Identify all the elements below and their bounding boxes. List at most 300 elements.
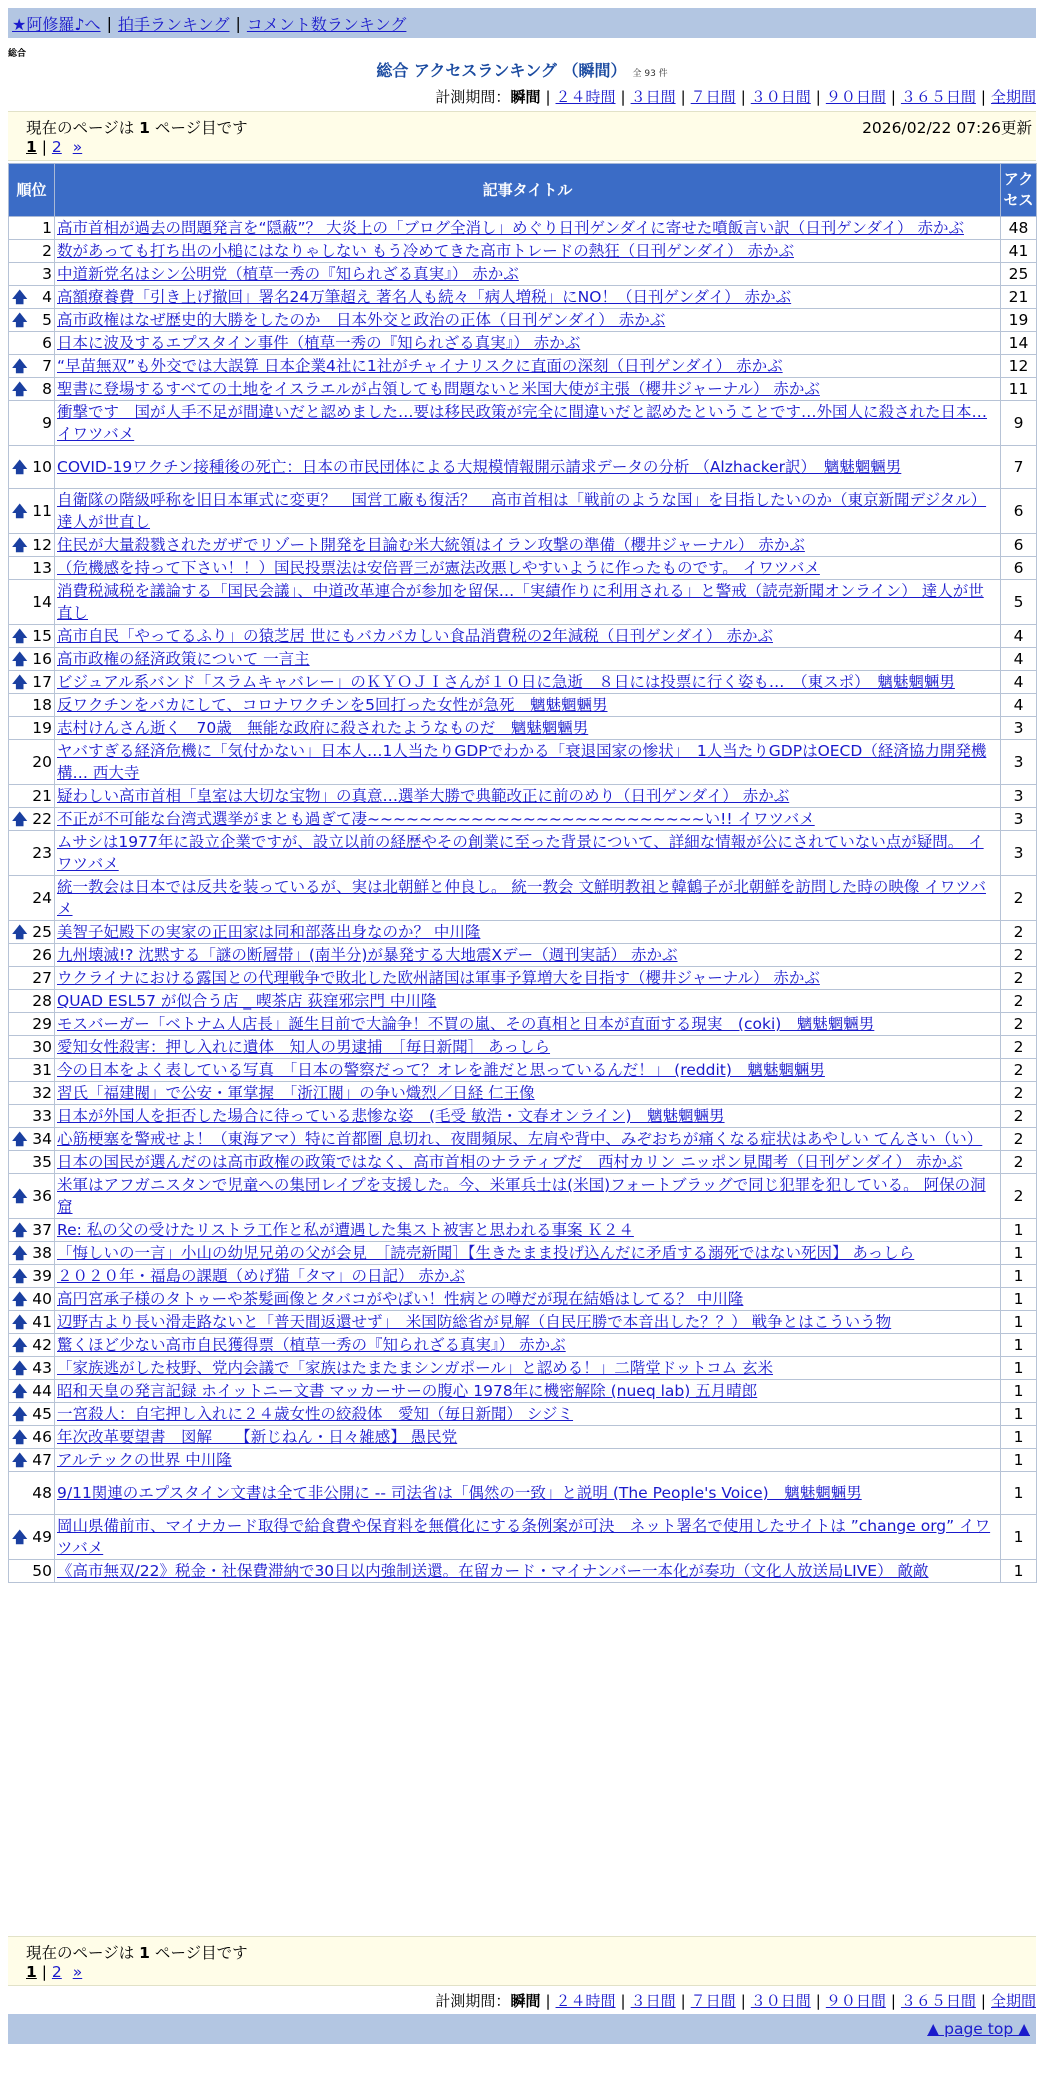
top-nav: [8, 8, 1036, 38]
article-title-link[interactable]: 米軍はアフガニスタンで児童への集団レイプを支援した。今、米軍兵士は(米国)フォートブラッグで同じ犯罪を犯している。 阿保の洞窟: [57, 1176, 986, 1216]
article-title-link[interactable]: COVID-19ワクチン接種後の死亡：日本の市民団体による大規模情報開示請求データの分析 （Alzhacker訳） 魑魅魍魎男: [57, 458, 902, 476]
access-count: 1: [1001, 1426, 1037, 1449]
header-title: 記事タイトル: [55, 164, 1001, 217]
access-count: 6: [1001, 557, 1037, 580]
rank-up-arrow-icon: 🡅: [12, 536, 28, 554]
table-row: [9, 332, 1037, 355]
access-count: 3: [1001, 717, 1037, 740]
rank-number: 37: [32, 1221, 52, 1239]
rank-number: 4: [42, 288, 52, 306]
access-count: 2: [1001, 1036, 1037, 1059]
article-title-link[interactable]: 高市政権の経済政策について 一言主: [57, 650, 310, 668]
pager-current-page: 1: [26, 138, 37, 156]
period-link[interactable]: ７日間: [690, 88, 736, 106]
table-row: [9, 401, 1037, 446]
nav-separator: |: [235, 13, 241, 33]
rank-number: 46: [32, 1428, 52, 1446]
title-cell: [55, 1059, 1001, 1082]
table-row: [9, 1357, 1037, 1380]
article-title-link[interactable]: モスバーガー「ベトナム人店長」誕生目前で大論争！不買の嵐、その真相と日本が直面する現実 (coki) 魑魅魍魎男: [57, 1015, 875, 1033]
article-title-link[interactable]: 高市首相が過去の問題発言を“隠蔽”？ 大炎上の「ブログ全消し」めぐり日刊ゲンダイに寄せた噴飯言い訳（日刊ゲンダイ） 赤かぶ: [57, 219, 964, 237]
article-title-link[interactable]: “早苗無双”も外交では大誤算 日本企業4社に1社がチャイナリスクに直面の深刻（日刊ゲンダイ） 赤かぶ: [57, 357, 783, 375]
rank-number: 35: [32, 1153, 52, 1171]
rank-cell: [9, 1219, 55, 1242]
genre-label: 総合: [8, 49, 27, 59]
rank-cell: [9, 694, 55, 717]
article-title-link[interactable]: 志村けんさん逝く 70歳 無能な政府に殺されたようなものだ 魑魅魍魎男: [57, 719, 589, 737]
period-link[interactable]: ２４時間: [555, 88, 616, 106]
article-title-link[interactable]: （危機感を持って下さい！！）国民投票法は安倍晋三が憲法改悪しやすいように作ったものです。 イワツバメ: [57, 559, 820, 577]
title-cell: [55, 1426, 1001, 1449]
table-row: [9, 263, 1037, 286]
rank-number: 49: [32, 1528, 52, 1546]
rank-cell: [9, 785, 55, 808]
rank-cell: [9, 1311, 55, 1334]
period-separator: |: [740, 1992, 746, 2010]
period-link[interactable]: ３日間: [630, 1992, 676, 2010]
rank-cell: [9, 1560, 55, 1583]
rank-up-arrow-icon: 🡅: [12, 1336, 28, 1354]
period-separator: |: [620, 88, 626, 106]
article-title-link[interactable]: 疑わしい高市首相「皇室は大切な宝物」の真意…選挙大勝で典範改正に前のめり（日刊ゲンダイ） 赤かぶ: [57, 787, 790, 805]
rank-cell: [9, 648, 55, 671]
title-cell: [55, 401, 1001, 446]
rank-up-arrow-icon: 🡅: [12, 288, 28, 306]
page-top-link[interactable]: ▲ page top ▲: [927, 2020, 1030, 2038]
article-title-link[interactable]: 統一教会は日本では反共を装っているが、実は北朝鮮と仲良し。 統一教会 文鮮明教祖と韓鶴子が北朝鮮を訪問した時の映像 イワツバメ: [57, 878, 986, 918]
table-row: [9, 1426, 1037, 1449]
nav-link-applause-ranking[interactable]: 拍手ランキング: [117, 14, 230, 34]
title-cell: [55, 1334, 1001, 1357]
access-count: 2: [1001, 1105, 1037, 1128]
access-count: 1: [1001, 1242, 1037, 1265]
title-cell: [55, 1380, 1001, 1403]
title-cell: [55, 717, 1001, 740]
footer-bar: [8, 2014, 1036, 2044]
rank-cell: [9, 1242, 55, 1265]
title-cell: [55, 1128, 1001, 1151]
updated-timestamp: 2026/02/22 07:26更新: [862, 119, 1032, 137]
title-cell: [55, 489, 1001, 534]
article-title-link[interactable]: 辺野古より長い滑走路ないと「普天間返還せず」 米国防総省が見解（自民圧勝で本音出した？？） 戦争とはこういう物: [57, 1313, 892, 1331]
rank-number: 25: [32, 923, 52, 941]
period-link[interactable]: 全期間: [990, 88, 1036, 106]
rank-number: 42: [32, 1336, 52, 1354]
rank-cell: [9, 1334, 55, 1357]
rank-cell: [9, 671, 55, 694]
access-count: 2: [1001, 921, 1037, 944]
rank-cell: [9, 808, 55, 831]
period-separator: |: [980, 88, 986, 106]
nav-link-home[interactable]: ★阿修羅♪へ: [12, 14, 101, 34]
article-title-link[interactable]: ２０２０年・福島の課題（めげ猫「タマ」の日記） 赤かぶ: [57, 1267, 465, 1285]
title-cell: [55, 1311, 1001, 1334]
article-title-link[interactable]: 今の日本をよく表している写真 「日本の警察だって？オレを誰だと思っているんだ！」 (reddit) 魑魅魍魎男: [57, 1061, 825, 1079]
table-row: [9, 944, 1037, 967]
access-count: 6: [1001, 534, 1037, 557]
rank-number: 16: [32, 650, 52, 668]
rank-number: 9: [42, 414, 52, 432]
rank-cell: [9, 831, 55, 876]
pager-bottom: [8, 1936, 1036, 1986]
rank-up-arrow-icon: 🡅: [12, 650, 28, 668]
title-cell: [55, 876, 1001, 921]
table-row: [9, 808, 1037, 831]
title-cell: [55, 831, 1001, 876]
table-row: [9, 1013, 1037, 1036]
article-title-link[interactable]: 昭和天皇の発言記録 ホイットニー文書 マッカーサーの腹心 1978年に機密解除 (nueq lab) 五月晴郎: [57, 1382, 758, 1400]
rank-up-arrow-icon: 🡅: [12, 502, 28, 520]
title-cell: [55, 355, 1001, 378]
title-cell: [55, 534, 1001, 557]
rank-number: 22: [32, 810, 52, 828]
title-cell: [55, 625, 1001, 648]
period-link[interactable]: ３０日間: [750, 1992, 811, 2010]
pager-next[interactable]: »: [72, 138, 83, 156]
article-title-link[interactable]: Re: 私の父の受けたリストラ工作と私が遭遇した集スト被害と思われる事案 Ｋ２４: [57, 1221, 634, 1239]
access-count: 5: [1001, 580, 1037, 625]
table-row: [9, 1380, 1037, 1403]
table-row: [9, 1311, 1037, 1334]
rank-number: 28: [32, 992, 52, 1010]
rank-cell: [9, 1357, 55, 1380]
access-count: 4: [1001, 694, 1037, 717]
pager-separator: |: [41, 1963, 47, 1981]
rank-cell: [9, 967, 55, 990]
table-row: [9, 1334, 1037, 1357]
access-count: 12: [1001, 355, 1037, 378]
access-count: 11: [1001, 378, 1037, 401]
access-count: 7: [1001, 446, 1037, 489]
article-title-link[interactable]: 聖書に登場するすべての土地をイスラエルが占領しても問題ないと米国大使が主張（櫻井ジャーナル） 赤かぶ: [57, 380, 820, 398]
period-separator: |: [545, 88, 551, 106]
rank-cell: [9, 876, 55, 921]
title-cell: [55, 1357, 1001, 1380]
access-count: 48: [1001, 217, 1037, 240]
access-count: 2: [1001, 990, 1037, 1013]
period-link[interactable]: 全期間: [990, 1992, 1036, 2010]
title-cell: [55, 332, 1001, 355]
rank-number: 47: [32, 1451, 52, 1469]
rank-cell: [9, 1380, 55, 1403]
article-title-link[interactable]: 自衛隊の階級呼称を旧日本軍式に変更？ 国営工廠も復活？ 高市首相は「戦前のような国」を目指したいのか（東京新聞デジタル） 達人が世直し: [57, 491, 987, 531]
period-link[interactable]: ７日間: [690, 1992, 736, 2010]
access-count: 3: [1001, 740, 1037, 785]
period-separator: |: [815, 1992, 821, 2010]
table-row: [9, 355, 1037, 378]
rank-number: 24: [32, 889, 52, 907]
period-link[interactable]: ９０日間: [825, 88, 886, 106]
title-cell: [55, 286, 1001, 309]
rank-number: 2: [42, 242, 52, 260]
table-row: [9, 1242, 1037, 1265]
access-count: 41: [1001, 240, 1037, 263]
access-count: 2: [1001, 967, 1037, 990]
title-cell: [55, 1105, 1001, 1128]
pager-links: [26, 1963, 82, 1981]
pager-separator: |: [41, 138, 47, 156]
rank-cell: [9, 401, 55, 446]
rank-number: 5: [42, 311, 52, 329]
period-link[interactable]: ３日間: [630, 88, 676, 106]
rank-cell: [9, 286, 55, 309]
title-cell: [55, 1036, 1001, 1059]
pager-message: 現在のページは 1 ページ目です: [26, 119, 248, 137]
table-row: [9, 217, 1037, 240]
period-separator: |: [980, 1992, 986, 2010]
period-link[interactable]: ３６５日間: [900, 88, 976, 106]
title-cell: [55, 217, 1001, 240]
access-count: 25: [1001, 263, 1037, 286]
rank-number: 43: [32, 1359, 52, 1377]
article-title-link[interactable]: 心筋梗塞を警戒せよ！（東海アマ）特に首都圏 息切れ、夜間頻尿、左肩や背中、みぞおちが痛くなる症状はあやしい てんさい（い）: [57, 1130, 983, 1148]
table-row: [9, 1560, 1037, 1583]
access-count: 6: [1001, 489, 1037, 534]
rank-up-arrow-icon: 🡅: [12, 1221, 28, 1239]
pager-top: [8, 111, 1036, 161]
table-row: [9, 1219, 1037, 1242]
rank-number: 13: [32, 559, 52, 577]
rank-number: 48: [32, 1484, 52, 1502]
article-title-link[interactable]: QUAD ESL57 が似合う店 _ 喫茶店 荻窪邪宗門 中川隆: [57, 992, 437, 1010]
rank-up-arrow-icon: 🡅: [12, 1405, 28, 1423]
title-cell: [55, 1560, 1001, 1583]
pager-current-page: 1: [26, 1963, 37, 1981]
access-count: 3: [1001, 808, 1037, 831]
article-title-link[interactable]: 年次改革要望書 図解 【新じねん・日々雑感】 愚民党: [57, 1428, 458, 1446]
article-title-link[interactable]: 日本の国民が選んだのは高市政権の政策ではなく、高市首相のナラティブだ 西村カリン ニッポン見聞考（日刊ゲンダイ） 赤かぶ: [57, 1153, 963, 1171]
access-count: 14: [1001, 332, 1037, 355]
article-title-link[interactable]: ヤバすぎる経済危機に「気付かない」日本人…1人当たりGDPでわかる「衰退国家の惨状」 1人当たりGDPはOECD（経済協力開発機構… 西大寺: [57, 742, 987, 782]
rank-number: 50: [32, 1562, 52, 1580]
rank-up-arrow-icon: 🡅: [12, 1130, 28, 1148]
table-row: [9, 489, 1037, 534]
rank-cell: [9, 1288, 55, 1311]
rank-cell: [9, 1403, 55, 1426]
title-cell: [55, 1403, 1001, 1426]
title-cell: [55, 1515, 1001, 1560]
rank-cell: [9, 1174, 55, 1219]
access-count: 1: [1001, 1560, 1037, 1583]
period-link[interactable]: ３０日間: [750, 88, 811, 106]
rank-up-arrow-icon: 🡅: [12, 1528, 28, 1546]
rank-up-arrow-icon: 🡅: [12, 357, 28, 375]
access-count: 2: [1001, 1174, 1037, 1219]
access-count: 1: [1001, 1311, 1037, 1334]
access-count: 21: [1001, 286, 1037, 309]
nav-link-comment-ranking[interactable]: コメント数ランキング: [246, 14, 407, 34]
article-title-link[interactable]: 岡山県備前市、マイナカード取得で給食費や保育料を無償化にする条例案が可決 ネット署名で使用したサイトは ”change org” イワツバメ: [57, 1517, 991, 1557]
title-cell: [55, 967, 1001, 990]
rank-cell: [9, 1472, 55, 1515]
rank-cell: [9, 1082, 55, 1105]
rank-number: 11: [32, 502, 52, 520]
rank-number: 18: [32, 696, 52, 714]
pager-page-2[interactable]: 2: [51, 1963, 62, 1981]
article-title-link[interactable]: 反ワクチンをバカにして、コロナワクチンを5回打った女性が急死 魑魅魍魎男: [57, 696, 608, 714]
table-row: [9, 446, 1037, 489]
title-cell: [55, 1151, 1001, 1174]
table-row: [9, 831, 1037, 876]
title-cell: [55, 1082, 1001, 1105]
rank-number: 27: [32, 969, 52, 987]
rank-cell: [9, 332, 55, 355]
rank-number: 15: [32, 627, 52, 645]
rank-cell: [9, 1151, 55, 1174]
rank-cell: [9, 1036, 55, 1059]
page-title-text: 総合 アクセスランキング （瞬間）: [376, 61, 627, 80]
rank-number: 34: [32, 1130, 52, 1148]
table-row: [9, 1128, 1037, 1151]
article-title-link[interactable]: 高額療養費「引き上げ撤回」署名24万筆超え 著名人も続々「病人増税」にNO！（日刊ゲンダイ） 赤かぶ: [57, 288, 792, 306]
period-separator: |: [890, 1992, 896, 2010]
article-title-link[interactable]: 9/11関連のエプスタイン文書は全て非公開に -- 司法省は「偶然の一致」と説明 (The People's Voice) 魑魅魍魎男: [57, 1484, 862, 1502]
title-cell: [55, 694, 1001, 717]
article-title-link[interactable]: 数があっても打ち出の小槌にはなりゃしない もう冷めてきた高市トレードの熱狂（日刊ゲンダイ） 赤かぶ: [57, 242, 794, 260]
rank-number: 30: [32, 1038, 52, 1056]
article-title-link[interactable]: 消費税減税を議論する「国民会議」、中道改革連合が参加を留保…「実績作りに利用される」と警戒（読売新聞オンライン） 達人が世直し: [57, 582, 984, 622]
rank-cell: [9, 446, 55, 489]
table-row: [9, 1082, 1037, 1105]
period-label: 計測期間：: [435, 1992, 511, 2010]
period-link[interactable]: ９０日間: [825, 1992, 886, 2010]
period-separator: |: [740, 88, 746, 106]
rank-number: 23: [32, 844, 52, 862]
period-separator: |: [890, 88, 896, 106]
rank-number: 19: [32, 719, 52, 737]
period-link[interactable]: ２４時間: [555, 1992, 616, 2010]
rank-cell: [9, 489, 55, 534]
article-title-link[interactable]: ウクライナにおける露国との代理戦争で敗北した欧州諸国は軍事予算増大を目指す（櫻井ジャーナル） 赤かぶ: [57, 969, 820, 987]
article-title-link[interactable]: 習氏「福建閥」で公安・軍掌握 「浙江閥」の争い熾烈／日経 仁王像: [57, 1084, 535, 1102]
title-cell: [55, 1013, 1001, 1036]
article-title-link[interactable]: 九州壊滅!? 沈黙する「謎の断層帯」(南半分)が暴発する大地震Xデー（週刊実話） 赤かぶ: [57, 946, 678, 964]
period-current: 瞬間: [510, 1992, 541, 2010]
article-title-link[interactable]: 高市政権はなぜ歴史的大勝をしたのか 日本外交と政治の正体（日刊ゲンダイ） 赤かぶ: [57, 311, 666, 329]
article-title-link[interactable]: 日本が外国人を拒否した場合に待っている悲惨な姿 (毛受 敏浩・文春オンライン) 魑魅魍魎男: [57, 1107, 725, 1125]
rank-number: 26: [32, 946, 52, 964]
rank-cell: [9, 1449, 55, 1472]
article-title-link[interactable]: 高市自民「やってるふり」の猿芝居 世にもバカバカしい食品消費税の2年減税（日刊ゲンダイ） 赤かぶ: [57, 627, 773, 645]
title-cell: [55, 1288, 1001, 1311]
pager-next[interactable]: »: [72, 1963, 83, 1981]
access-count: 3: [1001, 831, 1037, 876]
article-title-link[interactable]: 《高市無双/22》税金・社保費滞納で30日以内強制送還。在留カード・マイナンバー一本化が奏功（文化人放送局LIVE） 敵敵: [57, 1562, 929, 1580]
access-count: 1: [1001, 1515, 1037, 1560]
rank-cell: [9, 580, 55, 625]
rank-cell: [9, 240, 55, 263]
access-count: 2: [1001, 1082, 1037, 1105]
table-row: [9, 1265, 1037, 1288]
access-count: 3: [1001, 785, 1037, 808]
article-title-link[interactable]: 「家族逃がした枝野、党内会議で「家族はたまたまシンガポール」と認める！」二階堂ドットコム 玄米: [57, 1359, 773, 1377]
period-separator: |: [620, 1992, 626, 2010]
header-rank: 順位: [9, 164, 55, 217]
table-row: [9, 717, 1037, 740]
rank-cell: [9, 1265, 55, 1288]
table-row: [9, 1288, 1037, 1311]
access-count: 1: [1001, 1357, 1037, 1380]
title-cell: [55, 785, 1001, 808]
rank-up-arrow-icon: 🡅: [12, 627, 28, 645]
article-title-link[interactable]: 一宮殺人：自宅押し入れに２４歳女性の絞殺体 愛知（毎日新聞） シジミ: [57, 1405, 574, 1423]
article-title-link[interactable]: 住民が大量殺戮されたガザでリゾート開発を目論む米大統領はイラン攻撃の準備（櫻井ジャーナル） 赤かぶ: [57, 536, 805, 554]
title-cell: [55, 1265, 1001, 1288]
access-count: 1: [1001, 1449, 1037, 1472]
article-title-link[interactable]: 高円宮承子様のタトゥーや茶髪画像とタバコがやばい！性病との噂だが現在結婚はしてる？ 中川隆: [57, 1290, 744, 1308]
access-count: 2: [1001, 1059, 1037, 1082]
table-row: [9, 740, 1037, 785]
article-title-link[interactable]: 衝撃です 国が人手不足が間違いだと認めました…要は移民政策が完全に間違いだと認めたということです…外国人に殺された日本… イワツバメ: [57, 403, 988, 443]
title-cell: [55, 990, 1001, 1013]
rank-up-arrow-icon: 🡅: [12, 923, 28, 941]
access-count: 1: [1001, 1403, 1037, 1426]
rank-number: 10: [32, 458, 52, 476]
rank-cell: [9, 1426, 55, 1449]
title-cell: [55, 446, 1001, 489]
article-title-link[interactable]: 驚くほど少ない高市自民獲得票（植草一秀の『知られざる真実』） 赤かぶ: [57, 1336, 566, 1354]
title-cell: [55, 1472, 1001, 1515]
access-count: 2: [1001, 1013, 1037, 1036]
rank-cell: [9, 740, 55, 785]
period-separator: |: [680, 88, 686, 106]
period-separator: |: [815, 88, 821, 106]
title-cell: [55, 648, 1001, 671]
rank-up-arrow-icon: 🡅: [12, 1267, 28, 1285]
rank-up-arrow-icon: 🡅: [12, 1451, 28, 1469]
rank-number: 20: [32, 753, 52, 771]
title-cell: [55, 921, 1001, 944]
rank-cell: [9, 1515, 55, 1560]
nav-separator: |: [106, 13, 112, 33]
article-title-link[interactable]: 美智子妃殿下の実家の正田家は同和部落出身なのか？ 中川隆: [57, 923, 481, 941]
access-count: 1: [1001, 1219, 1037, 1242]
rank-up-arrow-icon: 🡅: [12, 673, 28, 691]
period-link[interactable]: ３６５日間: [900, 1992, 976, 2010]
rank-number: 33: [32, 1107, 52, 1125]
table-row: [9, 625, 1037, 648]
rank-number: 38: [32, 1244, 52, 1262]
article-title-link[interactable]: ビジュアル系バンド「スラムキャバレー」のＫＹＯＪＩさんが１０日に急逝 ８日には投票に行く姿も… （東スポ） 魑魅魍魎男: [57, 673, 955, 691]
article-title-link[interactable]: アルテックの世界 中川隆: [57, 1451, 232, 1469]
table-row: [9, 990, 1037, 1013]
access-count: 2: [1001, 944, 1037, 967]
title-cell: [55, 740, 1001, 785]
article-title-link[interactable]: 不正が不可能な台湾式選挙がまとも過ぎて凄~~~~~~~~~~~~~~~~~~~~~~~~~~い!! イワツバメ: [57, 810, 815, 828]
rank-number: 1: [42, 219, 52, 237]
table-row: [9, 309, 1037, 332]
rank-number: 17: [32, 673, 52, 691]
total-count: 全 93 件: [632, 69, 668, 79]
article-title-link[interactable]: 日本に波及するエプスタイン事件（植草一秀の『知られざる真実』） 赤かぶ: [57, 334, 581, 352]
rank-up-arrow-icon: 🡅: [12, 1313, 28, 1331]
pager-page-2[interactable]: 2: [51, 138, 62, 156]
article-title-link[interactable]: 愛知女性殺害：押し入れに遺体 知人の男逮捕 ［毎日新聞］ あっしら: [57, 1038, 551, 1056]
rank-cell: [9, 309, 55, 332]
table-row: [9, 671, 1037, 694]
rank-up-arrow-icon: 🡅: [12, 1244, 28, 1262]
table-row: [9, 1515, 1037, 1560]
access-count: 1: [1001, 1334, 1037, 1357]
rank-up-arrow-icon: 🡅: [12, 1290, 28, 1308]
header-access: アクセス: [1001, 164, 1037, 217]
access-count: 2: [1001, 1128, 1037, 1151]
article-title-link[interactable]: 「悔しいの一言」小山の幼児兄弟の父が会見 ［読売新聞］【生きたまま投げ込んだに矛盾する溺死ではない死因】 あっしら: [57, 1244, 915, 1262]
article-title-link[interactable]: 中道新党名はシン公明党（植草一秀の『知られざる真実』） 赤かぶ: [57, 265, 519, 283]
article-title-link[interactable]: ムサシは1977年に設立企業ですが、設立以前の経歴やその創業に至った背景について、詳細な情報が公にされていない点が疑問。 イワツバメ: [57, 833, 984, 873]
access-count: 1: [1001, 1380, 1037, 1403]
rank-number: 41: [32, 1313, 52, 1331]
